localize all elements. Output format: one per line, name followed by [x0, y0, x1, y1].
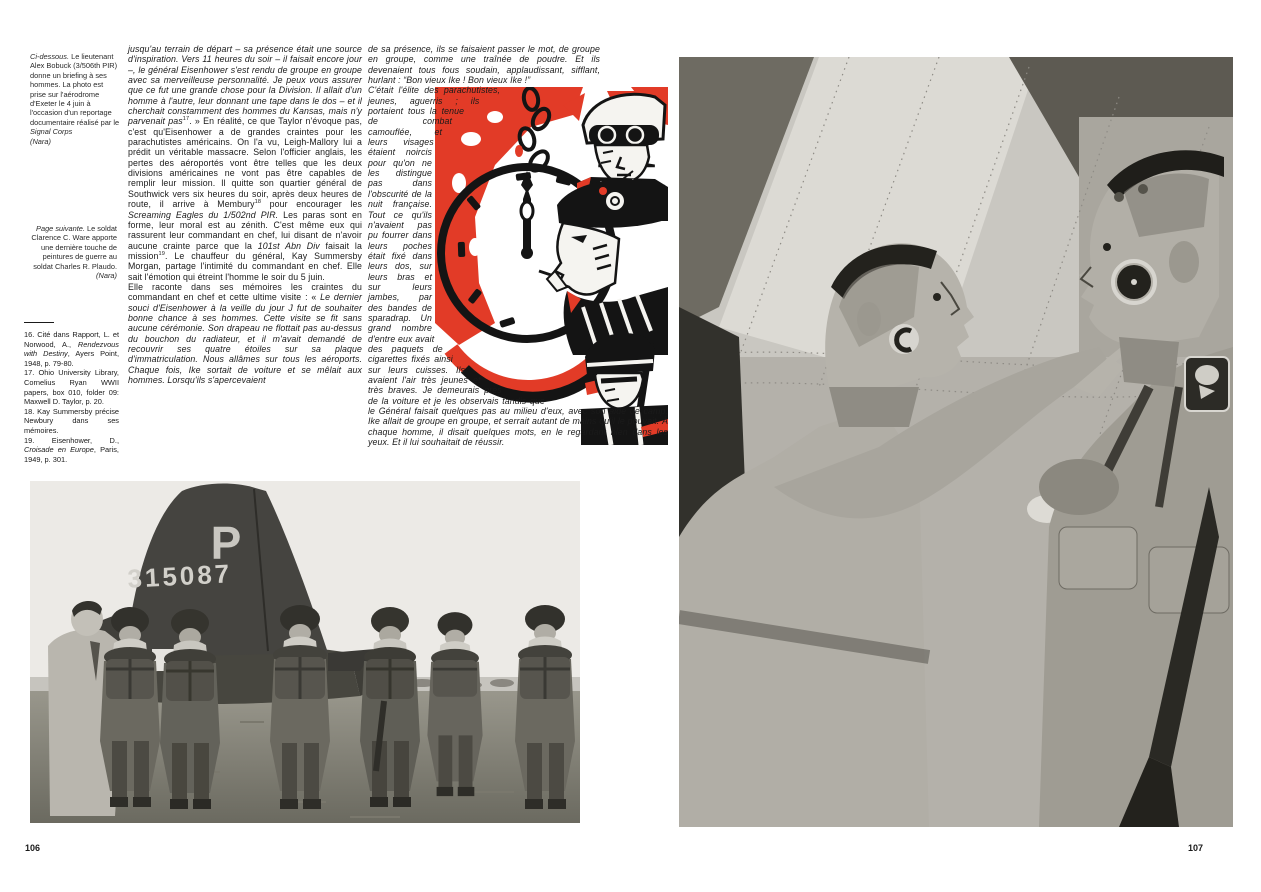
footnote-16: 16. Cité dans Rapport, L. et Norwood, A., Rendezvous with Destiny, Ayers Point, 1948, p. 79-80. — [24, 330, 119, 368]
caption-next-page — [27, 224, 117, 280]
photo-credit: (Nara) — [96, 271, 117, 281]
footnote-19: 19. Eisenhower, D., Croisade en Europe, Paris, 1949, p. 301. — [24, 435, 119, 464]
caption-lead: Ci-dessous. — [30, 52, 70, 61]
tail-serial-number: 315087 — [126, 558, 233, 594]
body-column-2 — [368, 44, 668, 447]
tail-letter: P — [210, 517, 242, 569]
footnote-18: 18. Kay Summersby précise Newbury dans ses mémoires. — [24, 406, 119, 435]
photo-credit: (Nara) — [30, 136, 51, 146]
footnote-ref-19: 19 — [158, 250, 165, 257]
footnote-rule — [24, 322, 54, 323]
briefing-photo — [30, 481, 580, 823]
caption-lead: Page suivante. — [36, 224, 85, 233]
paragraph: jusqu'au terrain de départ – sa présence était une source d'inspiration. Vers 11 heures du soir – il faisait encore jour –, le général Eisenhower s'est rendu de groupe en groupe avec sa merveilleuse personnalité. Je peux vous assurer que ce fut une grande chose pour la Division. Il allait d'un homme à l'autre, leur donnant une tape dans le dos – et il cherchait constamment des hommes du Kansas, mais n'y parvenait pas$^{17}$. » En réalité, ce que Taylor n'évoque pas, c'est qu'Eisenhower a de grandes craintes pour les parachutistes américains. On l'a vu, Leigh-Mallory lui a prédit un véritable massacre. Selon l'officier anglais, les pertes des aéroportés vont être telles que les deux divisions américaines ne vont pas être capables de remplir leur mission. Il quitte son quartier général de Southwick vers six heures du soir, après deux heures de route, il arrive à Membury$^{18}$ pour encourager les Screaming Eagles du 1/502nd PIR. Les paras sont en forme, leur moral est au zénith. C'est même eux qui rassurent leur commandant en chef, lui disant de n'avoir aucune crainte parce que la 101st Abn Div faisait la mission$^{19}$. Le chauffeur du général, Kay Summersby Morgan, partage l'intimité du commandant en chef. Elle sait l'émotion qui étreint l'homme le soir du 5 juin. — [128, 44, 363, 282]
page-number-left: 106 — [25, 843, 41, 853]
caption-body: Le lieutenant Alex Bobuck (3/506th PIR) donne un briefing à ses hommes. La photo est prise sur l'aérodrome d'Exeter le 4 juin à l'occasion d'un reportage documentaire réalisé par le — [30, 52, 120, 127]
warpaint-photo — [679, 57, 1233, 827]
footnote-ref-17: 17 — [182, 116, 190, 123]
quote-wrap-text: C'était l'élite des parachutistes, jeunes, aguerris ; ils portaient tous la tenue de combat camouflée, et leurs visages étaient noircis pour qu'on ne les distingue pas dans l'obscurité de la nuit française. Tout ce qu'ils n'avaient pas pu fourrer dans leurs poches était fixé dans leurs dos, sur leurs bras et sur leurs jambes, par des bandes de sparadrap. Un grand nombre d'entre eux avait des paquets de cigarettes fixés ainsi sur leurs cuisses. Ils avaient l'air très jeunes et très braves. Je demeurais près de la voiture et je les observais tandis que le Général faisait quelques pas au milieu d'eux, avec son aide de camp. Ike allait de groupe en groupe, et serrait autant de mains qu'il le pouvait. À chaque homme, il disait quelques mots, en le regardant bien dans les yeux. Et il lui souhaitait de réussir. — [368, 85, 668, 448]
beret-soldier-figure — [539, 180, 668, 356]
paragraph: Elle raconte dans ses mémoires les craintes du commandant en chef et cette ultime visite : « Le dernier souci d'Eisenhower à la veille du jour J fut de souhaiter bonne chance à ses hommes. Cette visite se fit sans aucune cérémonie. Son drapeau ne flottait pas au-dessus du bouchon du radiateur, et il m'avait demandé de recouvrir ses quatre étoiles sur sa plaque d'immatriculation. Nous allâmes sur tous les aéroports. Chaque fois, Ike sortait de voiture et se mêlait aux hommes. Lorsqu'ils s'apercevaient — [128, 281, 362, 385]
quote-continuation: de sa présence, ils se faisaient passer le mot, de groupe en groupe, comme une traînée de poudre. Et ils devenaient tous fous soudain, applaudissant, sifflant, hurlant : “Bon vieux Ike ! Bon vieux Ike !” — [368, 44, 600, 86]
airborne-shoulder-patch — [1185, 357, 1229, 411]
page-number-right: 107 — [1187, 843, 1203, 853]
text-wrap-zone — [368, 85, 668, 447]
gear-pouch — [1039, 459, 1119, 515]
caption-photo-below — [30, 52, 120, 146]
warpaint-photo-graphic — [679, 57, 1233, 827]
footnote-ref-18: 18 — [254, 199, 262, 206]
caption-italic: Signal Corps — [30, 127, 73, 137]
footnotes — [24, 330, 119, 464]
body-column-1 — [128, 44, 362, 385]
jacket-pocket — [1059, 527, 1137, 589]
briefing-photo-graphic — [30, 481, 580, 823]
caption-body: Le soldat Clarence C. Ware apporte une dernière touche de peintures de guerre au soldat Charles R. Plaudo. — [31, 224, 117, 271]
footnote-17: 17. Ohio University Library, Cornelius Ryan WWII papers, box 010, folder 09: Maxwell D. Taylor, p. 20. — [24, 368, 119, 407]
